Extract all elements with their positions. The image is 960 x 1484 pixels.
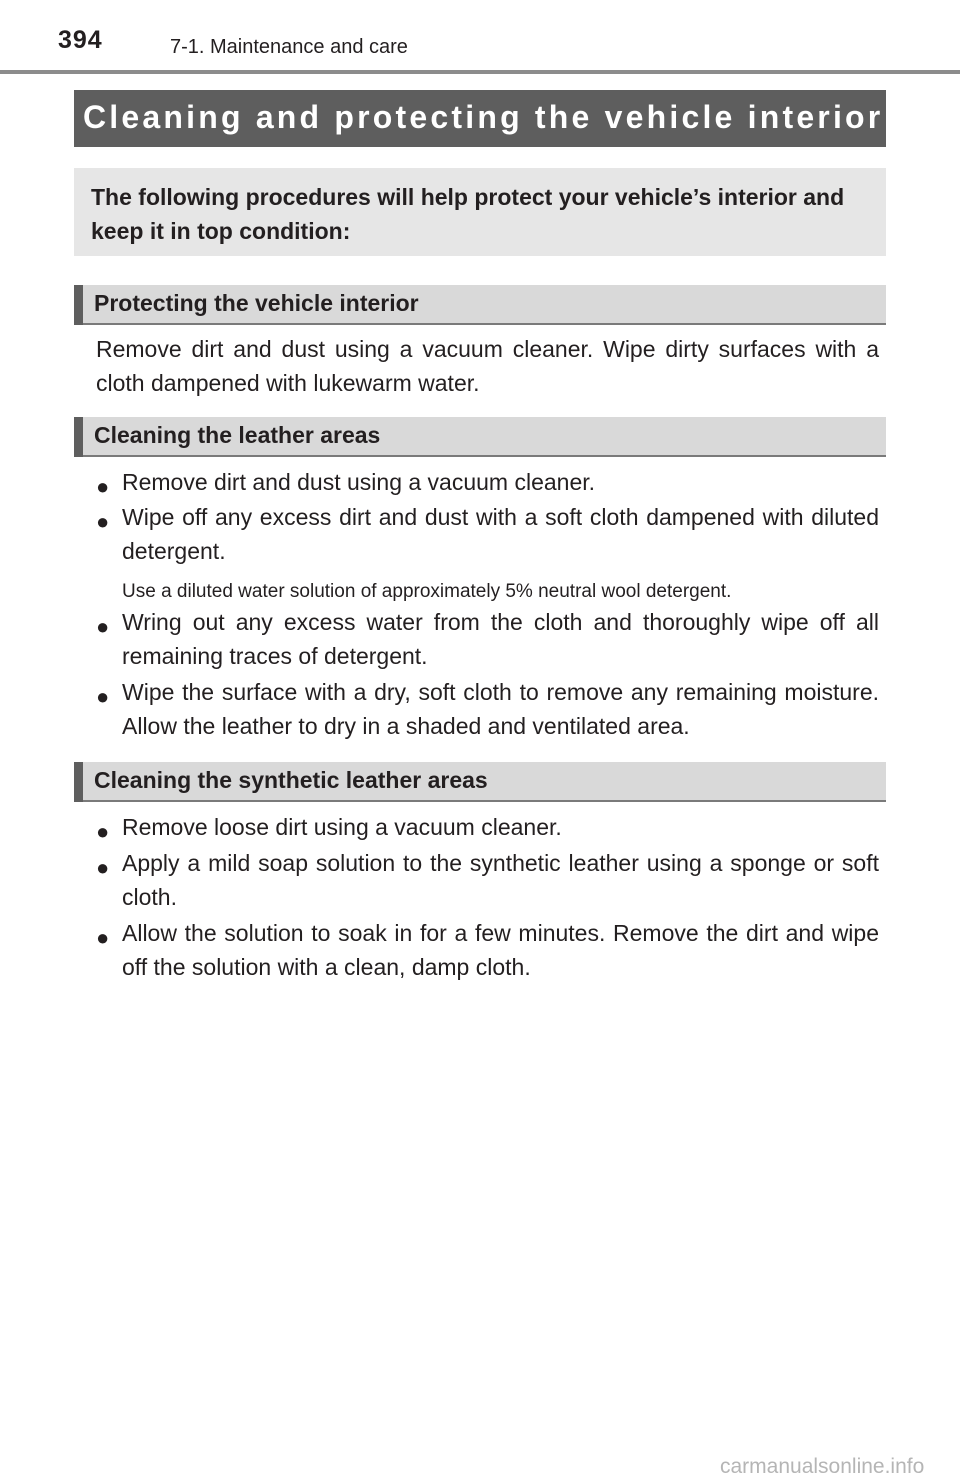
watermark: carmanualsonline.info (720, 1455, 925, 1478)
bullet-icon: ● (96, 614, 110, 639)
bullet-icon: ● (96, 819, 110, 844)
detergent-note: Use a diluted water solution of approximately 5% neutral wool detergent. (122, 581, 732, 602)
section-heading-label: Cleaning the synthetic leather areas (94, 767, 488, 793)
list-item (96, 500, 879, 568)
bullet-icon: ● (96, 855, 110, 880)
bullet-icon: ● (96, 474, 110, 499)
list-item-text: Wipe off any excess dirt and dust with a soft cloth dampened with diluted detergent. (122, 504, 879, 564)
list-item-text: Remove loose dirt using a vacuum cleaner. (122, 814, 562, 840)
section-reference: 7-1. Maintenance and care (170, 36, 408, 58)
list-item (96, 465, 879, 499)
list-item (96, 810, 879, 844)
list-item-text: Remove dirt and dust using a vacuum cleaner. (122, 469, 596, 495)
section-body-protecting: Remove dirt and dust using a vacuum cleaner. Wipe dirty surfaces with a cloth dampened with lukewarm water. (96, 336, 879, 396)
list-item-text: Wipe the surface with a dry, soft cloth to remove any remaining moisture. Allow the leather to dry in a shaded and ventilated area. (122, 679, 879, 739)
intro-text: The following procedures will help protect your vehicle’s interior and keep it in top condition: (91, 184, 845, 244)
list-item-text: Wring out any excess water from the cloth and thoroughly wipe off all remaining traces of detergent. (122, 609, 879, 669)
section-heading-label: Cleaning the leather areas (94, 422, 381, 448)
section-heading-protecting (74, 285, 886, 325)
header-rule (0, 70, 960, 74)
page-title: Cleaning and protecting the vehicle interior (83, 99, 884, 135)
section-heading-synthetic-leather (74, 762, 886, 802)
section-heading-label: Protecting the vehicle interior (94, 290, 419, 316)
list-item (96, 846, 879, 914)
page-number: 394 (58, 26, 103, 54)
list-item (96, 916, 879, 984)
bullet-icon: ● (96, 684, 110, 709)
bullet-icon: ● (96, 509, 110, 534)
page-title-bar (74, 90, 886, 147)
list-item (96, 605, 879, 673)
list-item (96, 675, 879, 743)
list-item-text: Allow the solution to soak in for a few minutes. Remove the dirt and wipe off the solution with a clean, damp cloth. (122, 920, 879, 980)
section-heading-leather (74, 417, 886, 457)
bullet-icon: ● (96, 925, 110, 950)
intro-box (74, 168, 886, 256)
list-item-text: Apply a mild soap solution to the synthetic leather using a sponge or soft cloth. (122, 850, 879, 910)
